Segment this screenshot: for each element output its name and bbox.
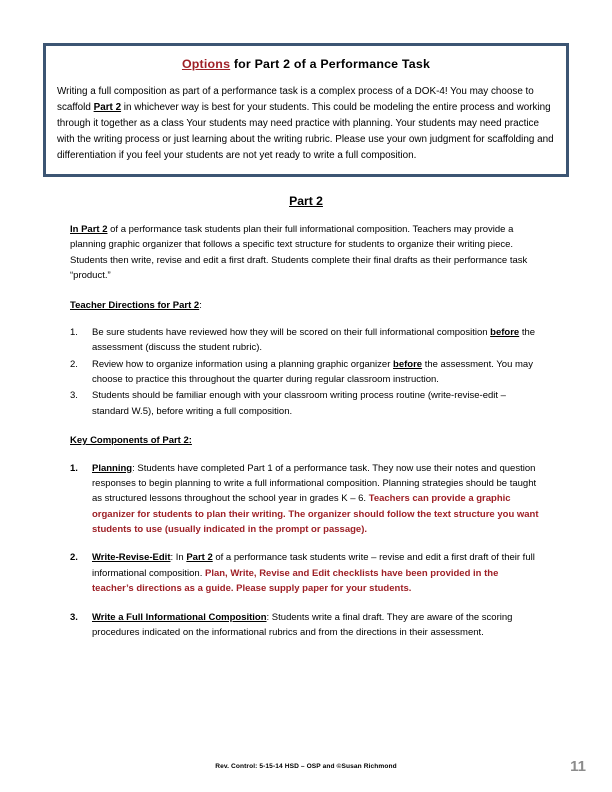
list-item — [70, 357, 540, 388]
intro-paragraph — [70, 222, 540, 284]
key-component-lead: Write a Full Informational Composition — [92, 611, 267, 623]
list-item — [70, 461, 540, 538]
section-heading-part2: Part 2 — [289, 194, 323, 208]
callout-title — [55, 57, 557, 72]
list-marker: 1. — [70, 326, 78, 338]
list-item — [70, 610, 540, 641]
list-item — [70, 325, 540, 356]
key-components-list — [70, 461, 540, 641]
intro-text: of a performance task students plan their full informational composition. Teachers may provide a planning graphic organizer that follows a specific text structure for students to organize their writing piece. Students then write, revise and edit a first draft. Students complete their final drafts as their performance task “product.” — [70, 224, 528, 282]
teacher-directions-heading-lead: Teacher Directions for Part 2 — [70, 299, 200, 311]
teacher-directions-heading — [70, 298, 540, 313]
page-number: 11 — [570, 758, 586, 775]
teacher-directions-heading-colon: : — [199, 299, 202, 311]
list-text-2: the assessment. You may choose to practice this throughout the quarter during regular classroom instruction. — [92, 358, 533, 385]
callout-body-part2-link: Part 2 — [93, 101, 122, 113]
list-text-1: Students should be familiar enough with your classroom writing process routine (write-revise-edit – standard W.5), before writing a full composition. — [92, 390, 506, 417]
main-content — [70, 222, 540, 653]
callout-title-highlight: Options — [181, 57, 231, 71]
key-component-red-note: Plan, Write, Revise and Edit checklists have been provided in the teacher’s directions as a guide. Please supply paper for your students. — [92, 567, 499, 595]
key-components-heading — [70, 433, 540, 448]
key-component-red-note: Teachers can provide a graphic organizer for students to plan their writing. The organizer should follow the text structure you want students to use (usually indicated in the prompt or passage). — [92, 493, 539, 535]
list-item — [70, 388, 540, 419]
key-component-lead: Planning — [92, 462, 133, 474]
list-marker: 2. — [70, 552, 78, 564]
key-component-body-2: of a performance task students write – revise and edit a first draft of their full informational composition. — [92, 552, 535, 579]
callout-title-rest: for Part 2 of a Performance Task — [230, 57, 431, 71]
key-component-lead: Write-Revise-Edit — [92, 552, 171, 564]
callout-body-part1: Writing a full composition as part of a performance task is a complex process of a DOK-4! You may choose to scaffold — [57, 85, 534, 113]
key-component-inline-link: Part 2 — [186, 552, 213, 564]
list-text-1: Review how to organize information using a planning graphic organizer — [92, 358, 394, 370]
list-marker: 3. — [70, 611, 78, 623]
list-marker: 2. — [70, 358, 78, 370]
options-callout-box — [43, 43, 569, 177]
key-component-body: : In — [170, 552, 187, 564]
teacher-directions-list — [70, 325, 540, 419]
callout-body-text — [55, 84, 557, 164]
callout-body-part3: in whichever way is best for your students. This could be modeling the entire process and working through it together as a class Your students may need practice with planning. Your students may need practice with the writing process or just learning about the writing rubric. Please use your own judgment for scaffolding and differentiation if you feel your students are not yet ready to write a full composition. — [57, 101, 554, 162]
list-marker: 3. — [70, 390, 78, 402]
list-emphasis: before — [393, 358, 423, 370]
key-components-heading-lead: Key Components of Part 2: — [70, 435, 192, 447]
list-item — [70, 550, 540, 596]
list-text-2: the assessment (discuss the student rubric). — [92, 326, 536, 354]
footer-revision-note: Rev. Control: 5-15-14 HSD – OSP and ©Susan Richmond — [215, 763, 397, 770]
list-text-1: Be sure students have reviewed how they will be scored on their full informational composition — [92, 326, 491, 338]
list-emphasis: before — [490, 326, 520, 338]
intro-lead: In Part 2 — [70, 224, 108, 235]
list-marker: 1. — [70, 462, 78, 474]
key-component-body: : Students write a final draft. They are aware of the scoring procedures indicated on the informational rubrics and from the directions in their assessment. — [92, 611, 513, 638]
key-component-body: : Students have completed Part 1 of a performance task. They now use their notes and question responses to begin planning to write a full informational composition. Planning strategies should be taught as structured lessons throughout the school year in grades K – 6. — [92, 462, 537, 505]
